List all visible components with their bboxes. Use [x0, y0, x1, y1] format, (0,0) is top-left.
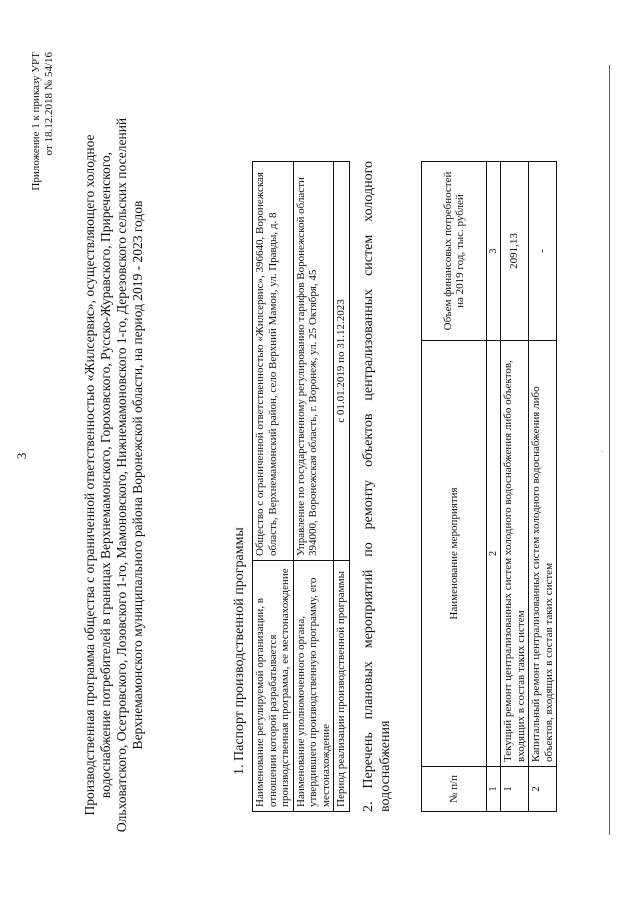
measures-table: [421, 161, 557, 812]
row-amount: -: [529, 162, 557, 341]
appendix-line-2: от 18.12.2018 № 54/16: [43, 52, 55, 156]
passport-value: Управление по государственному регулированию тарифов Воронежской области 394000, Воронежская область, г. Воронеж, ул. 25 Октября, 45: [293, 162, 334, 561]
document-title: Производственная программа общества с ограниченной ответственностью «Жилсервис», осуществляющего холодное водоснабжение потребителей в границах Верхнемамонского, Гороховского, Русско-Журавского, Приреченского, Ольховатского, Осетровского, Лозовского 1-го, Мамоновского, Нижнемамоновского 1-го, Дерезовского сельских поселений Верхнемамонского муниципального района Воронежской области, на период 2019 - 2023 годов: [82, 117, 145, 833]
scan-mark: ·: [598, 450, 607, 453]
appendix-note: [30, 52, 56, 332]
appendix-line-1: Приложение 1 к приказу УРТ: [30, 52, 42, 191]
page-bottom-rule: [609, 65, 610, 835]
header-amount: Объем финансовых потребностей на 2019 год, тыс. рублей: [422, 162, 487, 341]
passport-table: [252, 161, 350, 812]
passport-label: Наименование уполномоченного органа, утвердившего производственную программу, его местонахождение: [293, 561, 334, 812]
header-name: Наименование мероприятия: [422, 341, 487, 767]
index-cell: 2: [487, 341, 501, 767]
section-2-heading: 2. Перечень плановых мероприятий по ремонту объектов централизованных систем холодного водоснабжения: [361, 161, 393, 812]
row-num: 1: [501, 767, 529, 812]
header-num: № п/п: [422, 767, 487, 812]
table-row: [334, 162, 350, 812]
passport-label: Наименование регулируемой организации, в отношении которой разрабатывается производственная программа, ее местонахождение: [253, 561, 294, 812]
index-cell: 1: [487, 767, 501, 812]
table-row: [501, 162, 529, 812]
row-amount: 2091,13: [501, 162, 529, 341]
index-cell: 3: [487, 162, 501, 341]
page-number: 3: [14, 452, 29, 460]
passport-value: с 01.01.2019 по 31.12.2023: [334, 162, 350, 561]
table-row: [253, 162, 294, 812]
table-header-row: [422, 162, 487, 812]
row-name: Капитальный ремонт централизованных систем холодного водоснабжения либо объектов, входящих в состав таких систем: [529, 341, 557, 767]
passport-label: Период реализации производственной программы: [334, 561, 350, 812]
passport-value: Общество с ограниченной ответственностью «Жилсервис», 396640, Воронежская область, Верхнемамонский район, село Верхний Мамон, ул. Правды, д. 8: [253, 162, 294, 561]
table-row: [529, 162, 557, 812]
table-row: [293, 162, 334, 812]
row-name: Текущий ремонт централизованных систем холодного водоснабжения либо объектов, входящих в состав таких систем: [501, 341, 529, 767]
row-num: 2: [529, 767, 557, 812]
section-1-heading: 1. Паспорт производственной программы: [232, 527, 247, 775]
table-index-row: [487, 162, 501, 812]
